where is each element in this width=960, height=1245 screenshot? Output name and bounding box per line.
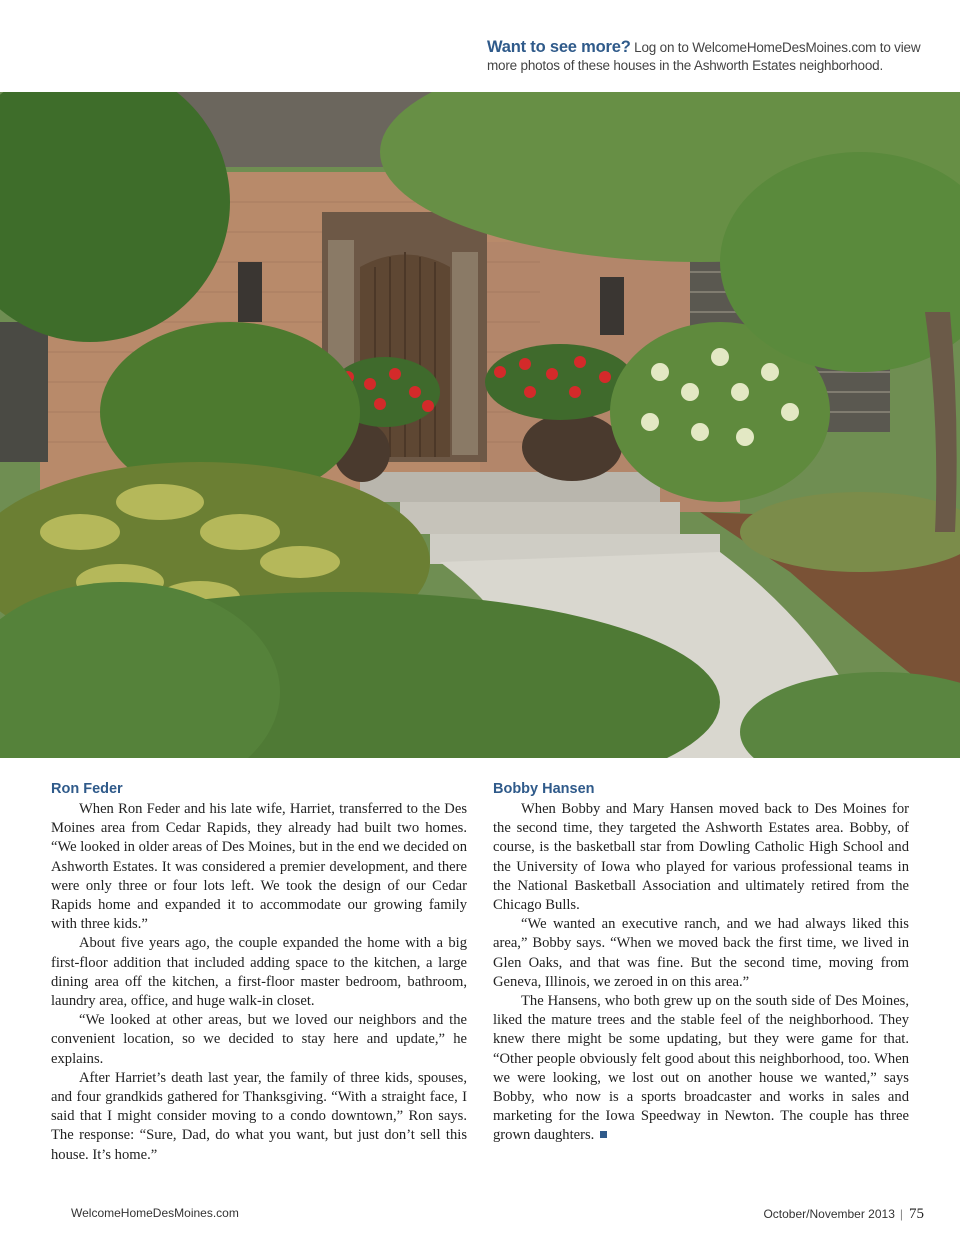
house-photo	[0, 92, 960, 758]
section-heading-bobby-hansen: Bobby Hansen	[493, 781, 595, 797]
paragraph: When Ron Feder and his late wife, Harriet, transferred to the Des Moines area from Cedar Rapids, they already had built two homes. “We looked in older areas of Des Moines, but in the end we decided on Ashworth Estates. It was considered a premier development, and there were only three or four lots left. We took the design of our Cedar Rapids home and expanded it to accommodate our growing family with three kids.”	[51, 801, 467, 933]
issue-date: October/November 2013	[763, 1207, 895, 1221]
article-column-bobby-hansen	[493, 780, 909, 1146]
promo-lead: Want to see more?	[487, 38, 631, 56]
promo-text: Log on to WelcomeHomeDesMoines.com to view more photos of these houses in the Ashworth Estates neighborhood.	[487, 40, 921, 73]
paragraph: “We looked at other areas, but we loved our neighbors and the convenient location, so we decided to stay here and update,” he explains.	[51, 1012, 467, 1067]
section-heading-ron-feder: Ron Feder	[51, 781, 123, 797]
paragraph-text: The Hansens, who both grew up on the south side of Des Moines, liked the mature trees and the stable feel of the neighborhood. They knew there might be some updating, but they were game for that. “Other people obviously felt good about this neighborhood, too. When we were looking, we lost out on another house we wanted,” says Bobby, who now is a sports broadcaster and works in sales and marketing for the Iowa Speedway in Newton. The couple has three grown daughters.	[493, 993, 909, 1144]
promo-callout	[487, 38, 927, 75]
footer-site: WelcomeHomeDesMoines.com	[71, 1206, 239, 1220]
footer-folio	[763, 1206, 924, 1223]
article-column-ron-feder	[51, 780, 467, 1165]
paragraph	[493, 992, 909, 1146]
page-number: 75	[909, 1206, 924, 1222]
paragraph: About five years ago, the couple expanded the home with a big first-floor addition that included adding space to the kitchen, a large dining area off the kitchen, a first-floor master bedroom, bathroom, laundry area, office, and huge walk-in closet.	[51, 935, 467, 1010]
paragraph: After Harriet’s death last year, the family of three kids, spouses, and four grandkids gathered for Thanksgiving. “With a straight face, I said that I might consider moving to a condo downtown,” Ron says. The response: “Sure, Dad, do what you want, but just don’t sell this house. It’s home.”	[51, 1069, 467, 1163]
folio-separator: |	[899, 1207, 903, 1221]
paragraph: When Bobby and Mary Hansen moved back to Des Moines for the second time, they targeted the Ashworth Estates area. Bobby, of course, is the basketball star from Dowling Catholic High School and the University of Iowa who played for various professional teams in the National Basketball Association and ultimately retired from the Chicago Bulls.	[493, 801, 909, 914]
paragraph: “We wanted an executive ranch, and we had always liked this area,” Bobby says. “When we moved back the first time, we lived in Glen Oaks, and that was fine. But the second time, moving from Geneva, Illinois, we zeroed in on this area.”	[493, 916, 909, 990]
end-mark-icon	[600, 1131, 607, 1138]
